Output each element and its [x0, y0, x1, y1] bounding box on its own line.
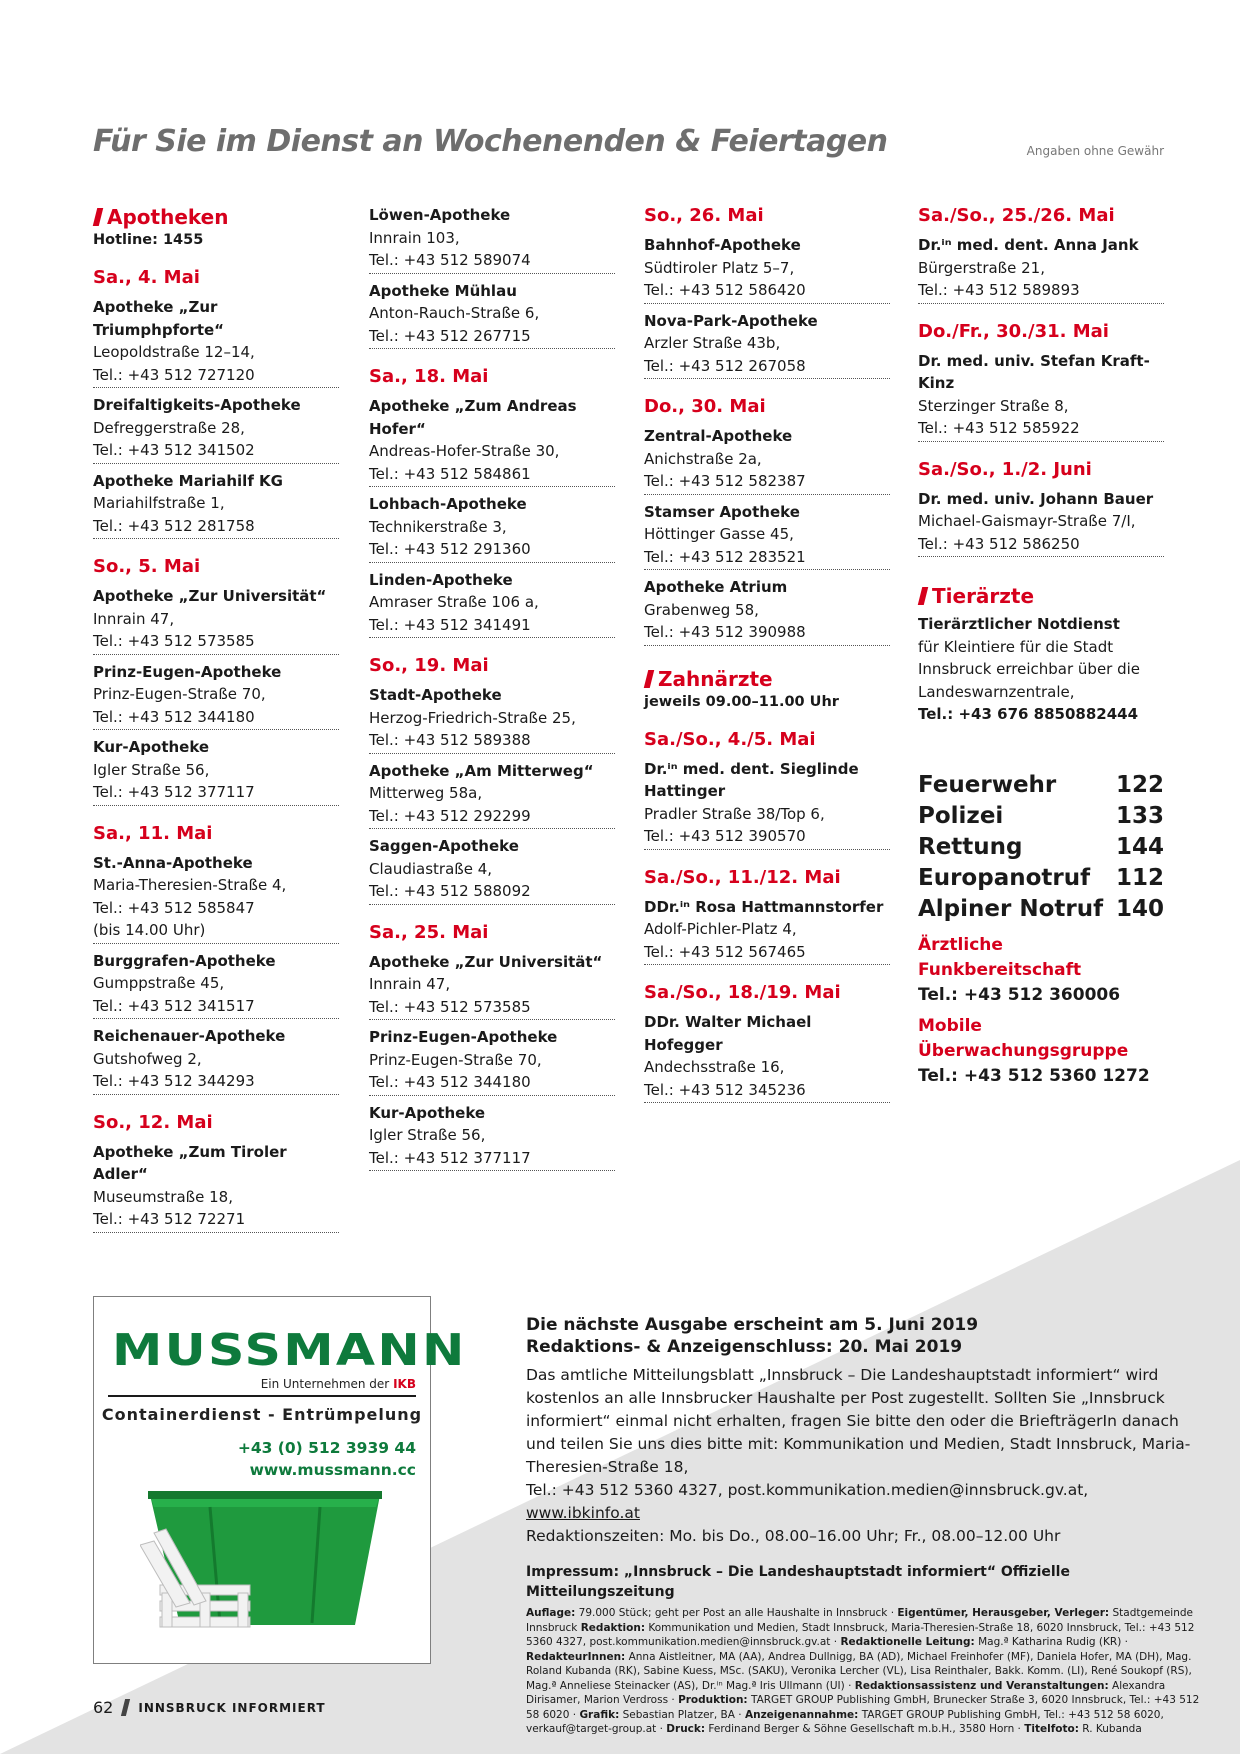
hotline: Hotline: 1455: [93, 232, 204, 248]
impressum-label: Produktion:: [678, 1694, 748, 1706]
impressum-value: Alexandra Dirisamer, Marion Verdross ·: [526, 1679, 1166, 1706]
entry-line: Tel.: +43 512 291360: [369, 540, 531, 558]
impressum-value: Sebastian Platzer, BA ·: [619, 1708, 745, 1721]
entry-name: Apotheke Atrium: [644, 578, 788, 596]
impressum-value: TARGET GROUP Publishing GmbH, Brunecker Straße 3, 6020 Innsbruck, Tel.: +43 512 58 6020 ·: [526, 1694, 1200, 1721]
entry-line: Tel.: +43 512 344180: [369, 1073, 531, 1091]
listing-entry: [93, 1025, 339, 1095]
entry-name: Stamser Apotheke: [644, 502, 800, 521]
emergency-label: Rettung: [918, 833, 1023, 860]
listing-entry: [93, 585, 339, 655]
listing-entry: [369, 760, 615, 830]
entry-name: Linden-Apotheke: [369, 570, 513, 589]
listing-entry: [369, 1026, 615, 1096]
entry-name: Apotheke „Zur Universität“: [369, 952, 603, 971]
emergency-label: Europanotruf: [918, 864, 1091, 891]
entry-line: Tel.: +43 512 586420: [644, 281, 806, 299]
emergency-row: [918, 832, 1164, 863]
entry-line: Igler Straße 56,: [93, 760, 210, 779]
listing-entry: [644, 1011, 890, 1103]
entry-line: Tel.: +43 512 567465: [644, 942, 806, 961]
entry-line: Tel.: +43 512 585847: [93, 898, 255, 917]
entry-name: Apotheke „Zur Universität“: [93, 587, 327, 605]
listing-entry: [644, 501, 890, 571]
entry-name: Dr. med. univ. Stefan Kraft-Kinz: [918, 351, 1150, 392]
entry-line: Tel.: +43 512 267058: [644, 356, 806, 375]
date-heading: So., 5. Mai: [93, 556, 201, 577]
listing-entry: [644, 425, 890, 495]
entry-line: Tel.: +43 512 586250: [918, 534, 1080, 553]
impressum-label: Redaktion:: [580, 1621, 646, 1634]
entry-name: Bahnhof-Apotheke: [644, 236, 801, 254]
date-heading: Sa./So., 4./5. Mai: [644, 728, 816, 750]
entry-line: Tel.: +43 512 727120: [93, 365, 255, 384]
impressum-value: 79.000 Stück; geht per Post an alle Haushalte in Innsbruck ·: [575, 1607, 898, 1619]
listing-entry: [918, 488, 1164, 558]
mussmann-logo: MUSSMANN: [112, 1325, 467, 1376]
column-apotheken-1: [93, 204, 339, 1239]
listing-entry: [93, 950, 339, 1020]
impressum-label: Titelfoto:: [1024, 1723, 1079, 1735]
entry-line: Tel.: +43 512 390570: [644, 827, 806, 845]
entry-line: Anton-Rauch-Straße 6,: [369, 304, 540, 322]
entry-line: Innrain 103,: [369, 228, 460, 247]
entry-line: Claudiastraße 4,: [369, 859, 493, 878]
entry-line: Pradler Straße 38/Top 6,: [644, 804, 825, 823]
entry-name: St.-Anna-Apotheke: [93, 853, 253, 872]
entry-name: Zentral-Apotheke: [644, 427, 793, 445]
impressum-value: Ferdinand Berger & Söhne Gesellschaft m.b.H., 3580 Horn ·: [705, 1723, 1025, 1735]
entry-line: Anichstraße 2a,: [644, 449, 762, 468]
tieraerzte-line: Landeswarnzentrale,: [918, 682, 1075, 701]
entry-line: Tel.: +43 512 589388: [369, 731, 531, 749]
entry-name: Nova-Park-Apotheke: [644, 311, 818, 330]
impressum-value: Anna Aistleitner, MA (AA), Andrea Dullnigg, BA (AD), Michael Freinhofer (MF), Daniela Hofer, MA (DH), Mag. Roland Kubanda (RK), Sabine Kuess, MSc. (SAKU), Veronika Lercher (VL), Lisa Reinthaler, Bakk. Komm. (LI), René Soukopf (RS), Mag.ª Anneliese Steinacker (AS), Dr.ⁱⁿ Mag.ª Iris Ullmann (UI) ·: [526, 1650, 1192, 1692]
next-issue-headline: Die nächste Ausgabe erscheint am 5. Juni 2019: [526, 1315, 979, 1335]
entry-line: Tel.: +43 512 377117: [93, 783, 255, 801]
page-number: 62: [93, 1698, 114, 1717]
entry-line: (bis 14.00 Uhr): [93, 921, 206, 939]
listing-entry: [93, 470, 339, 540]
entry-name: Kur-Apotheke: [369, 1103, 486, 1122]
entry-line: Tel.: +43 512 588092: [369, 882, 531, 900]
emergency-number: 112: [1115, 864, 1164, 891]
mobil-phone: Tel.: +43 512 5360 1272: [918, 1065, 1150, 1086]
entry-line: Michael-Gaismayr-Straße 7/I,: [918, 512, 1136, 530]
ad-divider: [108, 1395, 416, 1397]
ad-subline: Ein Unternehmen der IKB: [260, 1377, 416, 1391]
impressum-label: Redaktionsassistenz und Veranstaltungen:: [854, 1679, 1109, 1692]
date-heading: Sa., 4. Mai: [93, 267, 200, 288]
listing-entry: [369, 835, 615, 905]
date-heading: Sa./So., 11./12. Mai: [644, 866, 841, 888]
entry-name: Lohbach-Apotheke: [369, 495, 527, 513]
tieraerzte-phone: Tel.: +43 676 8850882444: [918, 705, 1139, 723]
impressum-label: Druck:: [666, 1723, 706, 1735]
entry-line: Technikerstraße 3,: [369, 517, 507, 536]
date-heading: Sa./So., 1./2. Juni: [918, 458, 1092, 480]
emergency-number: 144: [1115, 833, 1164, 860]
listing-entry: [93, 661, 339, 731]
entry-name: Dr.ⁱⁿ med. dent. Anna Jank: [918, 236, 1139, 254]
entry-line: Innrain 47,: [369, 975, 451, 993]
entry-name: Löwen-Apotheke: [369, 206, 511, 224]
entry-line: Defreggerstraße 28,: [93, 418, 245, 437]
listing-entry: [369, 493, 615, 563]
entry-line: Tel.: +43 512 292299: [369, 806, 531, 825]
entry-name: Apotheke „Zum Tiroler Adler“: [93, 1142, 287, 1183]
impressum-label: Eigentümer, Herausgeber, Verleger:: [897, 1607, 1110, 1619]
ad-tagline: Containerdienst - Entrümpelung: [101, 1405, 423, 1424]
entry-line: Tel.: +43 512 390988: [644, 623, 806, 641]
listing-entry: [93, 296, 339, 388]
entry-line: Gutshofweg 2,: [93, 1049, 202, 1068]
section-heading-tieraerzte: Tierärzte: [918, 583, 1164, 609]
entry-line: Tel.: +43 512 589893: [918, 281, 1080, 299]
column-apotheken-zahnaerzte: [644, 204, 890, 1109]
listing-entry: [644, 310, 890, 380]
entry-line: Tel.: +43 512 341491: [369, 615, 531, 634]
entry-line: Tel.: +43 512 341517: [93, 996, 255, 1015]
entry-line: Tel.: +43 512 281758: [93, 516, 255, 535]
emergency-row: [918, 770, 1164, 801]
publication-info: [526, 1314, 1206, 1737]
disclaimer: Angaben ohne Gewähr: [1026, 144, 1164, 158]
zahnaerzte-hours: jeweils 09.00–11.00 Uhr: [644, 693, 839, 710]
emergency-label: Polizei: [918, 802, 1004, 829]
entry-name: Dreifaltigkeits-Apotheke: [93, 396, 301, 414]
funk-title: Ärztliche Funkbereitschaft: [918, 934, 1082, 980]
entry-line: Tel.: +43 512 589074: [369, 251, 531, 269]
emergency-number: 122: [1115, 771, 1164, 798]
entry-name: DDr. Walter Michael Hofegger: [644, 1013, 812, 1054]
entry-line: Amraser Straße 106 a,: [369, 593, 539, 611]
column-zahnaerzte-notruf: [918, 204, 1164, 1089]
deadline-headline: Redaktions- & Anzeigenschluss: 20. Mai 2019: [526, 1337, 963, 1357]
entry-name: Saggen-Apotheke: [369, 837, 519, 855]
listing-entry: [369, 395, 615, 487]
listing-entry: [93, 852, 339, 944]
impressum-value: TARGET GROUP Publishing GmbH, Tel.: +43 512 58 6020, verkauf@target-group.at ·: [526, 1708, 1164, 1735]
emergency-row: [918, 863, 1164, 894]
tieraerzte-block: [918, 613, 1164, 726]
entry-line: Tel.: +43 512 267715: [369, 326, 531, 345]
date-heading: Do./Fr., 30./31. Mai: [918, 320, 1109, 342]
entry-name: Apotheke Mühlau: [369, 281, 517, 300]
emergency-label: Alpiner Notruf: [918, 895, 1104, 922]
date-heading: Sa./So., 18./19. Mai: [644, 982, 841, 1003]
entry-line: Arzler Straße 43b,: [644, 334, 781, 352]
impressum-text: [526, 1606, 1206, 1737]
emergency-number: 133: [1115, 802, 1164, 829]
ibkinfo-link[interactable]: www.ibkinfo.at: [526, 1504, 640, 1522]
entry-line: Bürgerstraße 21,: [918, 258, 1045, 277]
entry-line: Tel.: +43 512 283521: [644, 547, 806, 566]
page-title: Für Sie im Dienst an Wochenenden & Feiertagen: [93, 124, 888, 159]
entry-name: Apotheke „Zur Triumphpforte“: [93, 298, 225, 339]
date-heading: Do., 30. Mai: [644, 396, 766, 417]
entry-name: Apotheke „Am Mitterweg“: [369, 761, 594, 780]
entry-line: Südtiroler Platz 5–7,: [644, 258, 795, 277]
listing-entry: [369, 1102, 615, 1172]
entry-line: Tel.: +43 512 72271: [93, 1210, 246, 1228]
impressum-label: Anzeigenannahme:: [744, 1708, 859, 1721]
impressum-title: Impressum: „Innsbruck – Die Landeshauptstadt informiert“ Offizielle Mitteilungszeitung: [526, 1564, 1070, 1600]
entry-line: Leopoldstraße 12–14,: [93, 343, 255, 361]
date-heading: Sa., 25. Mai: [369, 921, 489, 943]
entry-line: Maria-Theresien-Straße 4,: [93, 876, 287, 894]
entry-name: Apotheke „Zum Andreas Hofer“: [369, 397, 577, 438]
entry-line: Herzog-Friedrich-Straße 25,: [369, 708, 576, 727]
tieraerzte-line: Innsbruck erreichbar über die: [918, 660, 1141, 678]
entry-name: DDr.ⁱⁿ Rosa Hattmannstorfer: [644, 897, 884, 916]
entry-line: Tel.: +43 512 341502: [93, 441, 255, 459]
tieraerzte-name: Tierärztlicher Notdienst: [918, 615, 1120, 633]
entry-name: Prinz-Eugen-Apotheke: [369, 1028, 558, 1046]
entry-name: Dr.ⁱⁿ med. dent. Sieglinde Hattinger: [644, 759, 859, 800]
listing-entry: [918, 350, 1164, 442]
listing-entry: [93, 1141, 339, 1233]
listing-entry: [93, 736, 339, 806]
entry-line: Tel.: +43 512 573585: [369, 997, 531, 1016]
date-heading: Sa., 11. Mai: [93, 822, 213, 844]
slash-icon: [93, 208, 103, 226]
section-heading-zahnaerzte: Zahnärzte: [644, 666, 890, 692]
listing-entry: [93, 394, 339, 464]
date-heading: So., 26. Mai: [644, 205, 764, 226]
impressum-value: Mag.ª Katharina Rudig (KR) ·: [974, 1636, 1128, 1648]
entry-line: Gumppstraße 45,: [93, 974, 225, 992]
entry-name: Kur-Apotheke: [93, 738, 210, 756]
ad-phone[interactable]: +43 (0) 512 3939 44: [237, 1439, 416, 1457]
entry-line: Museumstraße 18,: [93, 1187, 233, 1206]
slash-icon: [918, 587, 928, 605]
entry-line: Grabenweg 58,: [644, 600, 759, 619]
page-footer: [93, 1698, 326, 1717]
entry-name: Burggrafen-Apotheke: [93, 951, 276, 970]
impressum-value: Kommunikation und Medien, Stadt Innsbruck, Maria-Theresien-Straße 18, 6020 Innsbruck, Tel.: +43 512 5360 4327, post.kommunikation.medien@innsbruck.gv.at ·: [526, 1621, 1195, 1648]
emergency-row: [918, 894, 1164, 925]
entry-name: Apotheke Mariahilf KG: [93, 471, 283, 490]
emergency-row: [918, 801, 1164, 832]
entry-line: Tel.: +43 512 582387: [644, 472, 806, 490]
emergency-number: 140: [1115, 895, 1164, 922]
listing-entry: [644, 758, 890, 850]
entry-name: Dr. med. univ. Johann Bauer: [918, 489, 1154, 508]
date-heading: Sa., 18. Mai: [369, 366, 489, 387]
date-heading: Sa./So., 25./26. Mai: [918, 205, 1115, 226]
entry-line: Tel.: +43 512 344180: [93, 707, 255, 726]
section-heading-apotheken: Apotheken: [93, 204, 339, 230]
entry-line: Prinz-Eugen-Straße 70,: [93, 685, 266, 703]
entry-line: Sterzinger Straße 8,: [918, 396, 1069, 415]
impressum-label: Redaktionelle Leitung:: [840, 1636, 975, 1648]
entry-line: Andreas-Hofer-Straße 30,: [369, 442, 560, 460]
listing-entry: [369, 204, 615, 274]
impressum-label: Grafik:: [579, 1708, 620, 1721]
entry-name: Reichenauer-Apotheke: [93, 1027, 286, 1045]
mussmann-advertisement[interactable]: [93, 1296, 467, 1664]
ad-contact: [238, 1437, 416, 1481]
entry-line: Tel.: +43 512 344293: [93, 1072, 255, 1090]
listing-entry: [644, 234, 890, 304]
listing-entry: [369, 951, 615, 1021]
impressum-label: Auflage:: [526, 1607, 576, 1619]
listing-entry: [644, 896, 890, 966]
entry-name: Prinz-Eugen-Apotheke: [93, 662, 282, 681]
emergency-label: Feuerwehr: [918, 771, 1057, 798]
entry-line: Mariahilfstraße 1,: [93, 494, 225, 512]
ad-website[interactable]: www.mussmann.cc: [249, 1461, 416, 1479]
container-illustration: [140, 1485, 390, 1645]
entry-line: Innrain 47,: [93, 609, 175, 628]
tieraerzte-line: für Kleintiere für die Stadt: [918, 637, 1114, 656]
entry-line: Tel.: +43 512 377117: [369, 1148, 531, 1167]
funk-phone: Tel.: +43 512 360006: [918, 984, 1121, 1005]
slash-icon: [121, 1699, 130, 1716]
entry-line: Prinz-Eugen-Straße 70,: [369, 1050, 542, 1069]
listing-entry: [644, 576, 890, 646]
entry-line: Igler Straße 56,: [369, 1126, 486, 1144]
entry-line: Andechsstraße 16,: [644, 1058, 785, 1076]
publication-name: INNSBRUCK INFORMIERT: [138, 1700, 326, 1715]
listing-entry: [369, 280, 615, 350]
emergency-numbers: [918, 770, 1164, 925]
impressum-value: Stadtgemeinde Innsbruck: [526, 1607, 1193, 1634]
entry-line: Adolf-Pichler-Platz 4,: [644, 920, 797, 938]
entry-line: Tel.: +43 512 345236: [644, 1080, 806, 1099]
entry-line: Höttinger Gasse 45,: [644, 525, 794, 543]
entry-line: Mitterweg 58a,: [369, 784, 483, 802]
impressum-value: R. Kubanda: [1078, 1723, 1142, 1735]
entry-name: Stadt-Apotheke: [369, 686, 502, 704]
entry-line: Tel.: +43 512 573585: [93, 632, 255, 650]
entry-line: Tel.: +43 512 585922: [918, 419, 1080, 437]
date-heading: So., 12. Mai: [93, 1111, 213, 1133]
impressum-label: RedakteurInnen:: [526, 1650, 626, 1663]
slash-icon: [644, 670, 654, 688]
listing-entry: [918, 234, 1164, 304]
column-apotheken-2: [369, 204, 615, 1177]
listing-entry: [369, 684, 615, 754]
date-heading: So., 19. Mai: [369, 655, 489, 676]
info-body: Das amtliche Mitteilungsblatt „Innsbruck – Die Landeshauptstadt informiert“ wird kostenlos an alle Innsbrucker Haushalte per Post zugestellt. Sollten Sie „Innsbruck informiert“ einmal nicht erhalten, fragen Sie bitte den oder die BriefträgerIn danach und teilen Sie uns dies bitte mit: Kommunikation und Medien, Stadt Innsbruck, Maria-Theresien-Straße 18, Tel.: +43 512 5360 4327, post.kommunikation.medien@innsbruck.gv.at, www.ibkinfo.at Redaktionszeiten: Mo. bis Do., 08.00–16.00 Uhr; Fr., 08.00–12.00 Uhr: [526, 1366, 1191, 1545]
listing-entry: [369, 569, 615, 639]
entry-line: Tel.: +43 512 584861: [369, 464, 531, 483]
mobil-title: Mobile Überwachungsgruppe: [918, 1015, 1129, 1061]
